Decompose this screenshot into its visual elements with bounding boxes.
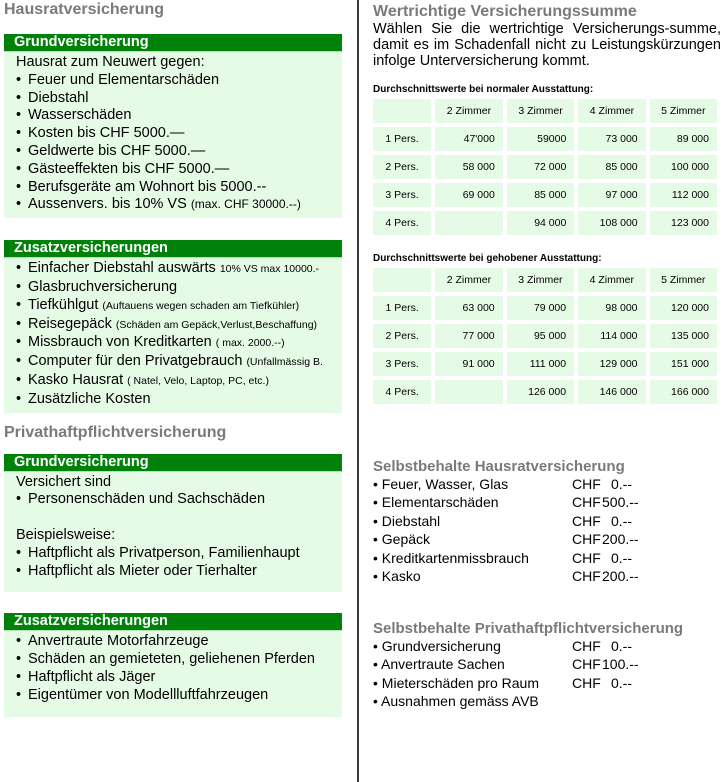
table-cell: 58 000 <box>435 155 503 179</box>
table-cell: 72 000 <box>507 155 575 179</box>
table-row <box>373 183 717 207</box>
table-cell: 85 000 <box>578 155 645 179</box>
wert-title: Wertrichtige Versicherungssumme <box>373 3 637 20</box>
list-item: • Haftpflicht als Jäger <box>16 668 156 685</box>
haft-grund-header: Grundversicherung <box>4 454 342 472</box>
table-cell: 89 000 <box>650 127 717 151</box>
deductible-row: • Grundversicherung CHF 0.-- <box>373 637 632 654</box>
hausrat-grund-intro: Hausrat zum Neuwert gegen: <box>16 54 205 70</box>
column-header: 2 Zimmer <box>435 99 503 123</box>
table-cell: 91 000 <box>435 352 502 376</box>
table-cell: 69 000 <box>435 183 503 207</box>
table-cell: 151 000 <box>650 352 717 376</box>
haft-zusatz-header: Zusatzversicherungen <box>4 613 342 631</box>
list-item: • Feuer und Elementarschäden <box>16 71 220 88</box>
table-normal <box>369 95 721 239</box>
row-header: 4 Pers. <box>373 211 431 235</box>
row-header: 2 Pers. <box>373 324 431 348</box>
list-item: • Haftpflicht als Mieter oder Tierhalter <box>16 562 257 579</box>
row-header: 1 Pers. <box>373 127 431 151</box>
table-cell: 94 000 <box>507 211 575 235</box>
sb-hausrat-section <box>373 458 721 586</box>
column-header: 4 Zimmer <box>578 99 645 123</box>
list-item: • Haftpflicht als Privatperson, Familienhaupt <box>16 544 300 561</box>
table-normal-caption: Durchschnittswerte bei normaler Ausstattung: <box>373 83 594 95</box>
deductible-row: • Anvertraute Sachen CHF100.-- <box>373 656 639 673</box>
row-header: 3 Pers. <box>373 352 431 376</box>
table-cell: 73 000 <box>578 127 645 151</box>
table-corner <box>373 268 431 292</box>
row-header: 4 Pers. <box>373 380 431 404</box>
table-row <box>373 211 717 235</box>
table-cell: 114 000 <box>578 324 645 348</box>
column-header: 2 Zimmer <box>435 268 502 292</box>
table-cell: 146 000 <box>578 380 645 404</box>
haft-grund-box <box>4 472 342 593</box>
list-item: • Kosten bis CHF 5000.— <box>16 125 185 142</box>
table-cell: 112 000 <box>650 183 717 207</box>
deductible-row: • Kreditkartenmissbrauch CHF 0.-- <box>373 549 632 566</box>
column-header: 5 Zimmer <box>650 268 717 292</box>
table-cell: 126 000 <box>507 380 574 404</box>
sb-haft-title: Selbstbehalte Privathaftpflichtversicherung <box>373 619 684 637</box>
list-item: • Personenschäden und Sachschäden <box>16 491 266 508</box>
table-cell: 100 000 <box>650 155 717 179</box>
left-column <box>4 0 342 717</box>
deductible-row: • Kasko CHF200.-- <box>373 568 639 585</box>
table-cell: 135 000 <box>650 324 717 348</box>
row-header: 1 Pers. <box>373 296 431 320</box>
column-divider <box>357 0 359 782</box>
deductible-row: • Mieterschäden pro Raum CHF 0.-- <box>373 674 632 691</box>
haft-title: Privathaftpflichtversicherung <box>4 423 227 441</box>
table-header-row <box>373 268 717 292</box>
table-cell <box>435 380 502 404</box>
table-corner <box>373 99 431 123</box>
list-item: • Eigentümer von Modellluftfahrzeugen <box>16 686 269 703</box>
table-cell: 97 000 <box>578 183 645 207</box>
table-row <box>373 352 717 376</box>
haft-grund-intro: Versichert sind <box>16 473 112 490</box>
table-cell: 108 000 <box>578 211 645 235</box>
list-item: • Computer für den Privatgebrauch (Unfallmässig B. <box>16 353 323 370</box>
sb-haft-section <box>373 620 721 711</box>
list-item: • Tiefkühlgut (Auftauens wegen schaden am Tiefkühler) <box>16 296 300 313</box>
hausrat-grund-section <box>4 34 342 218</box>
hausrat-grund-box <box>4 52 342 218</box>
table-cell: 79 000 <box>507 296 574 320</box>
list-item: • Schäden an gemieteten, geliehenen Pferden <box>16 651 315 668</box>
table-cell: 129 000 <box>578 352 645 376</box>
list-item: • Reisegepäck (Schäden am Gepäck,Verlust,Beschaffung) <box>16 315 318 332</box>
table-row <box>373 127 717 151</box>
column-header: 4 Zimmer <box>578 268 645 292</box>
list-item: • Anvertraute Motorfahrzeuge <box>16 633 209 650</box>
list-item: • Geldwerte bis CHF 5000.— <box>16 142 206 159</box>
list-item: • Einfacher Diebstahl auswärts 10% VS max 10000.- <box>16 260 320 277</box>
deductible-row: • Ausnahmen gemäss AVB <box>373 693 539 710</box>
list-item: • Aussenvers. bis 10% VS (max. CHF 30000.--) <box>16 196 301 213</box>
right-column <box>373 0 721 711</box>
row-header: 2 Pers. <box>373 155 431 179</box>
table-cell: 63 000 <box>435 296 502 320</box>
table-cell: 166 000 <box>650 380 717 404</box>
list-item: • Glasbruchversicherung <box>16 278 178 295</box>
column-header: 3 Zimmer <box>507 99 575 123</box>
list-item: • Missbrauch von Kreditkarten ( max. 2000.--) <box>16 334 285 351</box>
haft-example-label: Beispielsweise: <box>16 526 116 543</box>
list-item: • Zusätzliche Kosten <box>16 390 151 407</box>
sb-hausrat-title: Selbstbehalte Hausratversicherung <box>373 457 625 475</box>
wert-intro: Wählen Sie die wertrichtige Versicherungs-summe, damit es im Schadenfall nicht zu Leistungskürzungen infolge Unterversicherung kommt. <box>373 21 721 70</box>
table-row <box>373 296 717 320</box>
haft-zusatz-section <box>4 613 342 716</box>
table-cell: 95 000 <box>507 324 574 348</box>
list-item: • Kasko Hausrat ( Natel, Velo, Laptop, PC, etc.) <box>16 371 269 388</box>
deductible-row: • Elementarschäden CHF500.-- <box>373 494 639 511</box>
table-cell: 85 000 <box>507 183 575 207</box>
list-item: • Diebstahl <box>16 89 89 106</box>
hausrat-zusatz-section <box>4 240 342 412</box>
hausrat-grund-header: Grundversicherung <box>4 34 342 52</box>
table-cell: 123 000 <box>650 211 717 235</box>
table-cell: 111 000 <box>507 352 574 376</box>
list-item: • Wasserschäden <box>16 107 132 124</box>
deductible-row: • Feuer, Wasser, Glas CHF 0.-- <box>373 475 632 492</box>
table-row <box>373 155 717 179</box>
haft-grund-section <box>4 454 342 593</box>
hausrat-zusatz-box <box>4 258 342 412</box>
column-header: 5 Zimmer <box>650 99 717 123</box>
hausrat-zusatz-header: Zusatzversicherungen <box>4 240 342 258</box>
table-cell: 98 000 <box>578 296 645 320</box>
table-row <box>373 380 717 404</box>
table-gehoben <box>369 264 721 408</box>
row-header: 3 Pers. <box>373 183 431 207</box>
table-header-row <box>373 99 717 123</box>
hausrat-title: Hausratversicherung <box>4 1 165 18</box>
table-row <box>373 324 717 348</box>
table-cell <box>435 211 503 235</box>
table-cell: 120 000 <box>650 296 717 320</box>
table-cell: 47'000 <box>435 127 503 151</box>
haft-zusatz-box <box>4 631 342 716</box>
table-gehoben-caption: Durchschnittswerte bei gehobener Ausstattung: <box>373 252 602 264</box>
table-cell: 59000 <box>507 127 575 151</box>
deductible-row: • Diebstahl CHF 0.-- <box>373 512 632 529</box>
list-item: • Berufsgeräte am Wohnort bis 5000.-- <box>16 178 267 195</box>
list-item: • Gästeeffekten bis CHF 5000.— <box>16 160 230 177</box>
table-cell: 77 000 <box>435 324 502 348</box>
deductible-row: • Gepäck CHF200.-- <box>373 531 639 548</box>
column-header: 3 Zimmer <box>507 268 574 292</box>
